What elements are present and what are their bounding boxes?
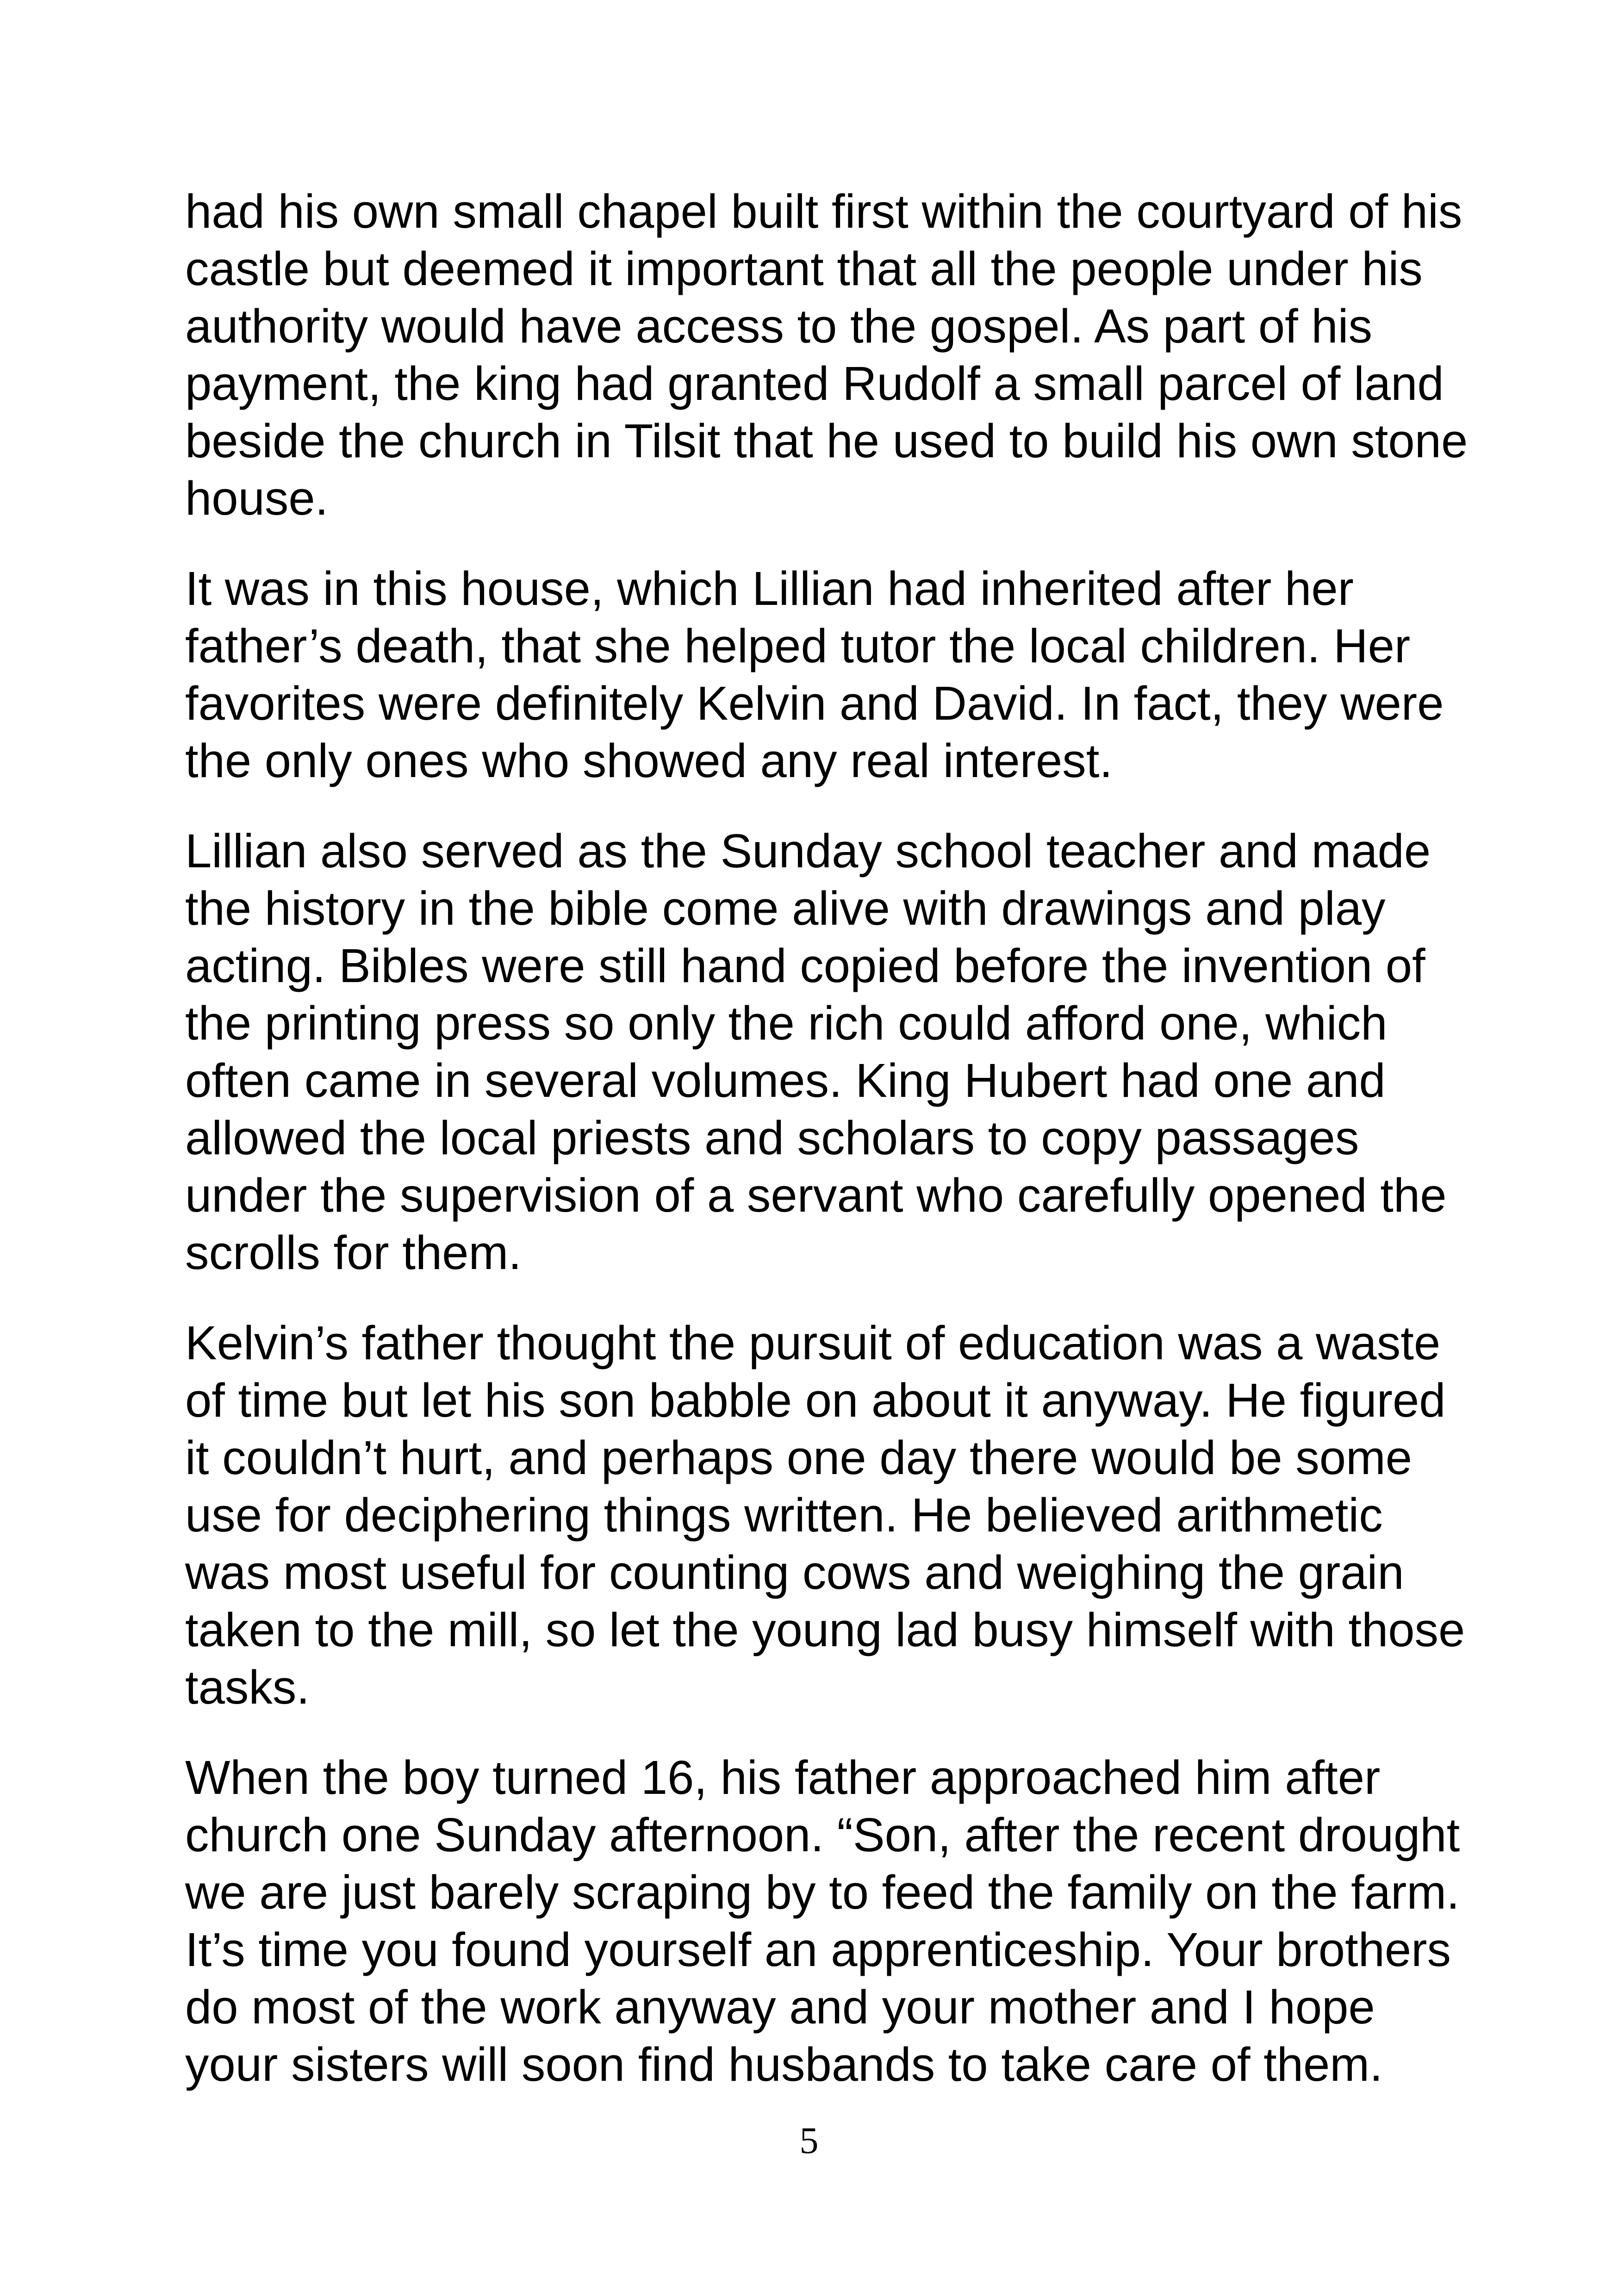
paragraph-2: It was in this house, which Lillian had inherited after her father’s death, that she helped tutor the local children. Her favorites were definitely Kelvin and David. In fact, they were the only ones who showed any real interest. — [185, 562, 1444, 787]
paragraph-3: Lillian also served as the Sunday school teacher and made the history in the bible come alive with drawings and play acting. Bibles were still hand copied before the invention of the printing press so only the rich could afford one, which often came in several volumes. King Hubert had one and allowed the local priests and scholars to copy passages under the supervision of a servant who carefully opened the scrolls for them. — [185, 824, 1447, 1279]
paragraph-5: When the boy turned 16, his father approached him after church one Sunday afternoon. “Son, after the recent drought we are just barely scraping by to feed the family on the farm. It’s time you found yourself an apprenticeship. Your brothers do most of the work anyway and your mother and I hope your sisters will soon find husbands to take care of them. — [185, 1751, 1460, 2091]
paragraph-4: Kelvin’s father thought the pursuit of education was a waste of time but let his son babble on about it anyway. He figured it couldn’t hurt, and perhaps one day there would be some use for deciphering things written. He believed arithmetic was most useful for counting cows and weighing the grain taken to the mill, so let the young lad busy himself with those tasks. — [185, 1316, 1465, 1714]
paragraph-1: had his own small chapel built first within the courtyard of his castle but deemed it important that all the people under his authority would have access to the gospel. As part of his payment, the king had granted Rudolf a small parcel of land beside the church in Tilsit that he used to build his own stone house. — [185, 185, 1468, 525]
page-number: 5 — [799, 2119, 819, 2161]
body-text — [185, 183, 1472, 2126]
